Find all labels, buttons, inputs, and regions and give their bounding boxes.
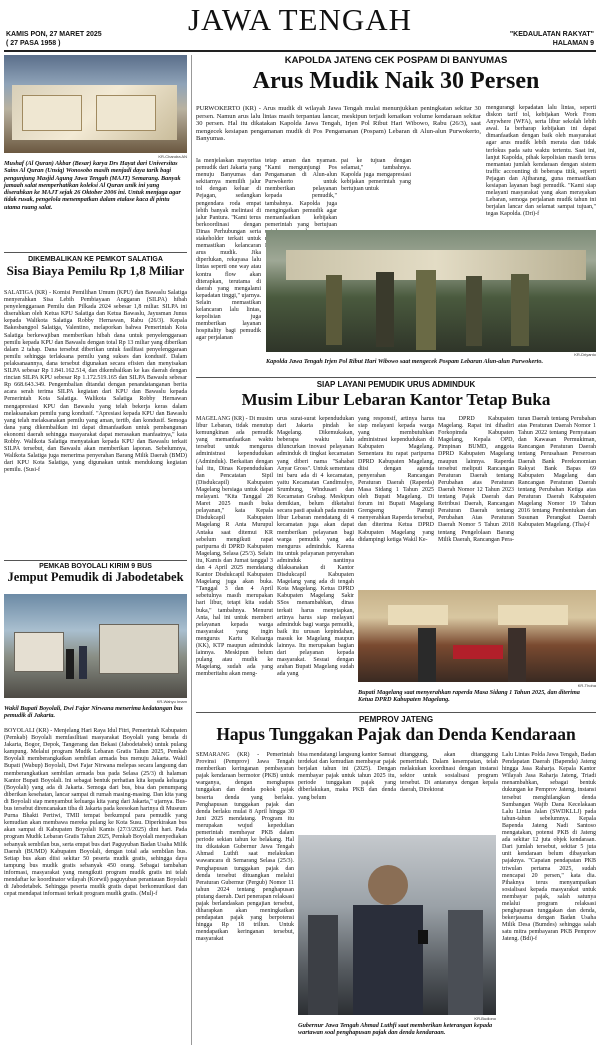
- story-column: ditanggung, akan ditanggung pemerintah. Dalam kesempatan, telah melakukan koordinasi dengan instansi sektor untuk sosialisasi program tersebut. Di antaranya dengan kepala daerah, Direktorat: [400, 752, 498, 794]
- story-headline: Sisa Biaya Pemilu Rp 1,8 Miliar: [6, 263, 185, 278]
- officer-shape: [326, 275, 342, 345]
- person-shape: [66, 649, 74, 679]
- story-kicker: SIAP LAYANI PEMUDIK URUS ADMINDUK: [316, 380, 476, 389]
- lead-intro: PURWOKERTO (KR) - Arus mudik di wilayah Jawa Tengah mulai menunjukkan peningkatan sekitar 30 persen. Namun arus lalu lintas masih terpantau lancar, meskipun terjadi kenaikan volume kendaraan sekitar 30 persen. Hal itu dikatakan Kapolda Jawa Tengah, Irjen Pol Ribut Hari Wibowo, Rabu (26/3), saat mengecek kesiapan pengamanan mudik di Pos Pengamanan (Pospam) Lebaran di Alun-alun Purwokerto, Banyumas.: [196, 105, 481, 143]
- photo-caption: Kapolda Jawa Tengah Irjen Pol Ribut Hari Wibowo saat mengecek Pospam Lebaran Alun-alun Purwokerto.: [266, 358, 543, 365]
- officer-shape: [416, 270, 436, 350]
- officer-shape: [376, 272, 394, 347]
- gubernur-photo: [298, 835, 496, 1015]
- bus-photo: [4, 594, 187, 698]
- masthead-right-block: [510, 30, 594, 48]
- masthead-pasa: ( 27 PASA 1958 ): [6, 40, 61, 47]
- photo-credit: KR-Budiono: [474, 1016, 496, 1021]
- story-column: SEMARANG (KR) - Pemerintah Provinsi (Pemprov) Jawa Tengah memberikan keringanan pembayaran pajak kendaraan bermotor (PKB) untuk warganya, dengan menghapus tunggakan dan denda pokok pajak beserta denda yang berlaku. Penghapusan tunggakan pajak dan denda berlaku mulai 8 April hingga 30 Juni 2025 mendatang. Program itu merupakan wujud kepedulian pemerintah membayar PKB dalam periode sekian tahun ke belakang. Hal itu dikatakan Gubernur Jawa Tengah Ahmad Luthfi saat melakukan wawancara di Semarang Selasa (25/3). Penghapusan tunggakan pajak dan denda tersebut dituangkan melalui Peraturan Gubernur (Pergub) Nomor 11 tahun 2024 tentang penghapusan piutang daerah. Dari penerapan relaksasi pajak berlandaskan pengajian tersebut, diharapkan akan meningkatkan pendapatan pajak yang berpotensi hingga Rp 18 triliun. Untuk mendapatkan keringanan tersebut, masyarakat: [196, 752, 294, 943]
- person-shape: [79, 646, 87, 679]
- story-sisa-biaya-header: [4, 256, 187, 286]
- photo-caption: Wakil Bupati Boyolali, Dwi Fajar Nirwana menerima kedatangan bus pemudik di Jakarta.: [4, 705, 183, 720]
- divider: [4, 560, 187, 561]
- quran-left-page: [22, 95, 82, 131]
- story-headline: Jemput Pemudik di Jabodetabek: [7, 570, 184, 584]
- divider: [4, 252, 187, 253]
- officer-shape: [511, 274, 529, 346]
- masthead-date: KAMIS PON, 27 MARET 2025: [6, 31, 102, 38]
- story-body: SALATIGA (KR) - Komisi Pemilihan Umum (KPU) dan Bawaslu Salatiga menyerahkan Sisa Lebih Pembiayaan Anggaran (SILPA) hibah penyelenggaraan Pemilu dan Pilkada 2024 sebesar 1,8 miliar. SILPA ini diserahkan oleh Ketua KPU Salatiga dan Ketua Bawaslu, Jayusman Junus kepada Walikota Salatiga Robby Hernawan, Rabu (26/3). Kepala Bakesbangpol Salatiga, Valentino, melaporkan bahwa Pemerintah Kota Salatiga berkewajiban memberikan hibah dana untuk penyelenggaraan pemilu kepada KPU dan Bawaslu dengan total Rp 13 miliar yang diberikan dalam 2 tahap. Dana tersebut diberikan untuk fasilitasi penyelenggaraan pemilu sehingga terlaksana pemilu yang sukses dan kondusif. Dalam pelaksanaannya, dana tersebut digunakan secara efisien dan menyisakan SILPA sebesar Rp 1.841.162.514, dan dikembalikan ke kas daerah dengan rincian SILPA KPU sebesar Rp 1.172.519.165 dan SILPA Bawaslu sebesar Rp 668.643.349. Pengembalian ditandai dengan penandatanganan berita acara serah terima SILPA kegiatan dari KPU dan Bawaslu kepada Pemerintah Kota Salatiga. Walikota Salatiga Robby Hernawan mengapresiasi KPU dan Bawaslu yang telah bekerja keras dalam melaksanakan pemilu yang kondusif. "Apresiasi kepada KPU dan Bawaslu yang telah melaksanakan pemilu yang aman, tertib, dan kondusif. Semoga dana yang dikembalikan ini dapat dimanfaatkan untuk pembangunan ekonomi daerah sehingga masyarakat dapat merasakan manfaatnya," kata Robby. Walikota Salatiga menyatakan kepada KPU dan Bawaslu terkait SILPA tersebut, dan Bawaslu akan memberikan laporan. Sebelumnya, Walikota Salatiga juga menerima penyerahan Barang Milik Daerah (BMD) dari KPU Kota Salatiga, yang digunakan untuk mendukung kegiatan pemilu. (Susi-f: [4, 290, 187, 474]
- quran-photo: [4, 55, 187, 153]
- story-kicker: PEMPROV JATENG: [358, 715, 434, 724]
- lead-column: tetap aman dan nyaman. "Kami mengunjungi Pos Pengamanan di Alun-alun Purwokerto untuk memberikan pelayanan kepada pemudik," tambahnya. Kapolda juga mengingatkan pemudik agar memanfaatkan kebijakan pemerintah yang bertujuan: [265, 158, 337, 228]
- story-headline: Hapus Tunggakan Pajak dan Denda Kendaraan: [216, 724, 576, 744]
- person-shape: [308, 915, 338, 1015]
- story-headline: Musim Libur Lebaran Kantor Tetap Buka: [241, 390, 551, 409]
- photo-credit: KR-Driyanto: [574, 352, 596, 357]
- officer-shape: [466, 276, 482, 346]
- lead-column: [415, 158, 483, 228]
- banner-shape: [388, 605, 448, 625]
- microphone-shape: [418, 930, 428, 944]
- divider: [196, 377, 596, 378]
- story-column: MAGELANG (KR) - Di musim libur Lebaran, tidak menutup kemungkinan ada pemudik yang memanfaatkan waktu tersebut untuk mengurus administrasi kependudukan (Adminduk). Berkaitan dengan hal itu, Dinas Kependudukan dan Pencatatan Sipil (Disdukcapil) Kabupaten Magelang bersiaga untuk dapat melayani. "Kita Tanggal 28 Maret 2025 masih buka pelayanan," kata Kepala Disdukcapil Kabupaten Magelang R Anta Murupul Antaka saat ditemui KR sebelum mengikuti rapat paripurna di DPRD Kabupaten Magelang, Selasa (25/3). Selain itu, Kamis dan Jumat tanggal 3 dan 4 April 2025 mendatang Kantor Disdukcapil Kabupaten Magelang juga akan buka. "Tanggal 3 dan 4 April sebetulnya masih merupakan hari libur, tetapi kita sudah buka," tambahnya. Menurut Anta, hal ini untuk memberi pelayanan kepada warga masyarakat yang ingin mengurus Kartu Keluarga (KK), KTP maupun adminduk lainnya. Meskipun belum pulang atau mudik ke Magelang, sudah ada yang memberitahu akan meng-: [196, 416, 273, 678]
- person-body-shape: [353, 905, 423, 1015]
- photo-credit: KR-Thoha: [577, 683, 596, 688]
- kapolda-photo: [266, 230, 596, 352]
- story-body: BOYOLALI (KR) - Menjelang Hari Raya Idul Fitri, Pemerintah Kabupaten (Pemkab) Boyolali memfasilitasi masyarakat Boyolali yang berada di Jakarta, Bogor, Depok, Tangerang dan Bekasi (Jabodetabek) untuk pulang kampung. Melalui program Mudik Lebaran Gratis Tahun 2025, Pemkab Boyolali memberangkatkan sembilan armada bus menuju Jakarta. Wakil Bupati (Wabup) Boyolali, Dwi Fajar Nirwana melepas secara langsung dan memberangkatkan sembilan armada bus pada Selasa (25/3) di halaman Kantor Bupati Boyolali. Ini sebagai bentuk perhatian kita kepada keluarga (Boyolali) yang ada di Jakarta. Semoga dari bus, bisa dan penumpang diberikan kesehatan, lancar sampai di rumah masing-masing. Dan kita yang di Boyolali siap menyambut keluarga kita yang dari Jakarta," ujarnya. Bus-bus tersebut direncanakan tiba di Jakarta pada keesokan harinya di Museum Purna Bhakti Pertiwi, TMII tempat berkumpul para pemudik yang kemudian akan membawa mereka pulang ke Kota Susu. Diperkirakan bus akan sampai di Kabupaten Boyolali Kamis (27/3/2025) dini hari. Pada program Mudik Lebaran Gratis Tahun 2025, Pemkab Boyolali menyediakan sebanyak sembilan bus, serta empat bus dari Paguyuban Badan Usaha Milik Daerah (BUMD) Kabupaten Boyolali, dengan total ada sembilan bus. Setiap bus akan diisi sekitar 50 peserta mudik gratis, sehingga daya tampung bus mudik gratis sebanyak 450 orang. Sebagai tambahan informasi, masyarakat yang mengikuti program mudik gratis ini telah mendaftar ke koordinator wilayah (Korwil) paguyuban perantauan Boyolali di Jabodetabek. Sehingga peserta mudik gratis dapat berkomunikasi dan cepat mendapat informasi terkait program mudik gratis. (Mul)-f: [4, 728, 187, 898]
- photo-credit: KR-Chandra AN: [158, 154, 187, 159]
- magelang-photo: [358, 590, 596, 682]
- bus-shape: [14, 632, 64, 672]
- person-shape: [418, 628, 436, 682]
- column-divider: [191, 55, 192, 1045]
- photo-caption: Bupati Magelang saat menyerahkan raperda Masa Sidang 1 Tahun 2025, dan diterima Ketua DPRD Kabupaten Magelang.: [358, 689, 580, 704]
- lead-column: mengurangi kepadatan lalu lintas, seperti diskon tarif tol, kebijakan Work From Anywhere (WFA), serta libur sekolah lebih awal. Ia berharap kebijakan ini dapat dimanfaatkan dengan baik oleh masyarakat agar arus mudik lebih merata dan tidak terfokus pada satu waktu tertentu. Saat ini, lanjut Kapolda, pihak kepolisian masih terus memantau jumlah kendaraan dengan sistem traffic accounting di beberapa titik, seperti Pejagan dan Ajibarang, guna memastikan kesiapan layanan bagi pemudik. "Kami siap melayani masyarakat yang akan merayakan Lebaran, semoga perjalanan mudik tahun ini berjalan lancar dan selamat sampai tujuan," tegas Kapolda. (Dri)-f: [486, 105, 596, 218]
- masthead-page-number: HALAMAN 9: [552, 40, 594, 47]
- story-bus-header: [4, 563, 187, 593]
- lead-column: Ia menjelaskan mayoritas pemudik dari Jakarta yang menuju Banyumas dan sekitarnya memilih jalur tol dengan keluar di Pejagan, sedangkan pengendara roda empat lebih banyak melintasi di jalur Pantura. "Kami terus berkoordinasi dengan Dinas Perhubungan serta stakeholder terkait untuk memastikan kelancaran arus mudik. Jika diperlukan, rekayasa lalu lintas seperti one way atau kontra flow akan diterapkan, terutama di daerah yang mengalami kepadatan tinggi," ujarnya. Selain memastikan kelancaran lalu lintas, kepolisian juga memberikan layanan hospitality bagi pemudik agar perjalanan: [196, 158, 261, 342]
- masthead-tagline: "KEDAULATAN RAKYAT": [509, 31, 594, 38]
- person-shape: [508, 628, 526, 682]
- lead-headline: Arus Mudik Naik 30 Persen: [252, 68, 540, 94]
- masthead-rule: [4, 50, 596, 52]
- story-column: turan Daerah tentang Perubahan atas Peraturan Daerah Nomor 1 Tahun 2022 tentang Pernyataan dan Kawasan Permukiman, Rancangan Peraturan Daerah tentang Perusahaan Perseroan Daerah Bank Perekonomian Rakyat Bank Bapas 69 Kabupaten Magelang dan Rancangan Peraturan Daerah tentang Perubahan Ketiga atas Peraturan Daerah Kabupaten Magelang Nomor 19 Tahun 2016 tentang Pembentukan dan Susunan Perangkat Daerah Kabupaten Magelang. (Tha)-f: [518, 416, 596, 529]
- story-adminduk-header: [196, 380, 596, 414]
- story-kicker: PEMKAB BOYOLALI KIRIM 9 BUS: [39, 563, 152, 570]
- story-column: bisa mendatangi langsung kantor Samsat terdekat dan kemudian membayar pajak berjalan tahun ini (2025). Dengan membayar pajak untuk tahun 2025 itu, periode tunggakan pajak yang diberlakukan, maka PKB dan denda yang belum: [298, 752, 396, 801]
- photo-credit: KR-Wahyu Imam: [156, 699, 187, 704]
- masthead: [0, 0, 600, 50]
- divider: [196, 712, 596, 713]
- person-head-shape: [368, 865, 408, 905]
- person-shape: [448, 910, 483, 1015]
- story-kicker: DIKEMBALIKAN KE PEMKOT SALATIGA: [28, 256, 163, 263]
- page-title: JAWA TENGAH: [187, 2, 413, 37]
- story-column: tua DPRD Kabupaten Magelang. Rapat ini dihadiri Forkopimda Kabupaten Magelang, Kepala OPD, Pimpinan BUMD, anggota DPRD Kabupaten Magelang maupun lainnya. Raperda tersebut meliputi Rancangan Peraturan Daerah tentang Perubahan atas Peraturan Daerah Nomor 12 Tahun 2023 tentang Pajak Daerah dan Retribusi Daerah, Rancangan Peraturan Daerah tentang Perubahan Atas Peraturan Daerah Nomor 5 Tahun 2018 tentang Pengelolaan Barang Milik Daerah, Rancangan Pera-: [438, 416, 514, 543]
- lead-kicker: KAPOLDA JATENG CEK POSPAM DI BANYUMAS: [284, 55, 508, 66]
- story-column: urus surat-surat kependudukan dari Jakarta pindah ke Magelang. Dikemukakan, beberapa waktu lalu diluncurkan inovasi pelayanan adminduk di tingkat kecamatan yang diberi nama "Sahabat Anyar Gross". Untuk sementara ini baru ada di 4 kecamatan, yaitu Kecamatan Candimulyo, Srumbung, Windusari dan Kecamatan Grabag. Meskipun demikian, belum diketahui secara pasti apakah pada musim libur Lebaran mendatang di 4 kecamatan juga akan dapat memberikan pelayanan bagi warga pemudik yang ada mengurus adminduk. Karena itu untuk pelayanan penyerahan adminduk nantinya dilaksanakan di Kantor Disdukcapil Kabupaten Magelang yang ada di tengah Kota Magelang. Ketua DPRD Kabupaten Magelang Sakir SSos menambahkan, dinas terkait harus menyiapkan, artinya harus siap melayani adminduk bagi warga pemudik, baik itu urusan kepindahan, masuk ke Magelang maupun lainnya. Itu merupakan bagian dari pelayanan kepada masyarakat. Sesuai dengan arahan Bupati Magelang sudah ada yang: [277, 416, 354, 678]
- lead-column: pai ke tujuan dengan selamat," tambahnya. Kapolda juga mengapresiasi kebijakan pemerintah yang bertujuan untuk: [341, 158, 411, 193]
- story-column: yang responsif, artinya harus siap melayani kepada warga yang membutuhkan administrasi kependudukan di Kabupaten Magelang. Sementara itu rapat paripurna DPRD Kabupaten Magelang, diisi dengan agenda penyerahan Rancangan Peraturan Daerah (Raperda) Masa Sidang 1 Tahun 2025 oleh Bupati Magelang. Di forum ini Bupati Magelang Grengseng Pamuji menyerahkan Raperda tersebut, dan diterima Ketua DPRD Kabupaten Magelang yang didampingi ketiga Wakil Ke-: [358, 416, 434, 543]
- banner-shape: [498, 605, 568, 625]
- story-column: Lalu Lintas Polda Jawa Tengah, Badan Pendapatan Daerah (Bapenda) Jateng hingga Jasa Raharja. Kepala Kantor Wilayah Jasa Raharja Jateng, Triadi menambahkan, sebagai bentuk dukungan ke Pemprov Jateng, instansi tersebut menghilangkan denda Sumbangan Wajib Dana Kecelakaan Lalu Lintas Jalan (SWDKLLJ) pada tahun-tahun sebelumnya. Kepala Bapenda Jateng Nadi Santoso mengatakan, potensi PKB di Jateng ada sekitar 12 juta objek kendaraan. Dari jumlah tersebut, sekitar 5 juta unit kendaraan belum dibayarkan pajaknya. "Capaian pendapatan PKB triwulan pertama 2025, sudah mencapai 20 persen," kata dia. Pihaknya terus menyampaikan sosialisasi kepada masyarakat untuk membayar pajak, salah satunya melalui program relaksasi penghapusan tunggakan dan denda, bekerjasama dengan Badan Usaha Milik Desa (Bumdes) sehingga salah satu mitra pembayaran PKB Pemprov Jateng. (Bdi)-f: [502, 752, 596, 943]
- bus-shape: [99, 624, 179, 674]
- photo-caption: Mushaf (Al Quran) Akbar (Besar) karya Drs Hayat dari Universitas Sains Al Quran (Unsiq) Wonosobo masih menjadi daya tarik bagi pengunjung Masjid Agung Jawa Tengah (MAJT) Semarang. Banyak jamaah salat memperhatikan koleksi Al Quran unik ini yang diserahkan ke MAJT sejak 26 Oktober 2006 ini. Untuk menjaga agar tidak rusak, pengelola menempatkan dalam etalase kaca di pintu utama ruang salat.: [4, 160, 181, 211]
- lead-header: [196, 55, 596, 105]
- photo-caption: Gubernur Jawa Tengah Ahmad Luthfi saat memberikan keterangan kepada wartawan soal penghapusan pajak dan denda kendaraan.: [298, 1022, 493, 1037]
- document-shape: [453, 645, 503, 659]
- quran-right-page: [96, 95, 156, 131]
- story-pajak-header: [196, 715, 596, 751]
